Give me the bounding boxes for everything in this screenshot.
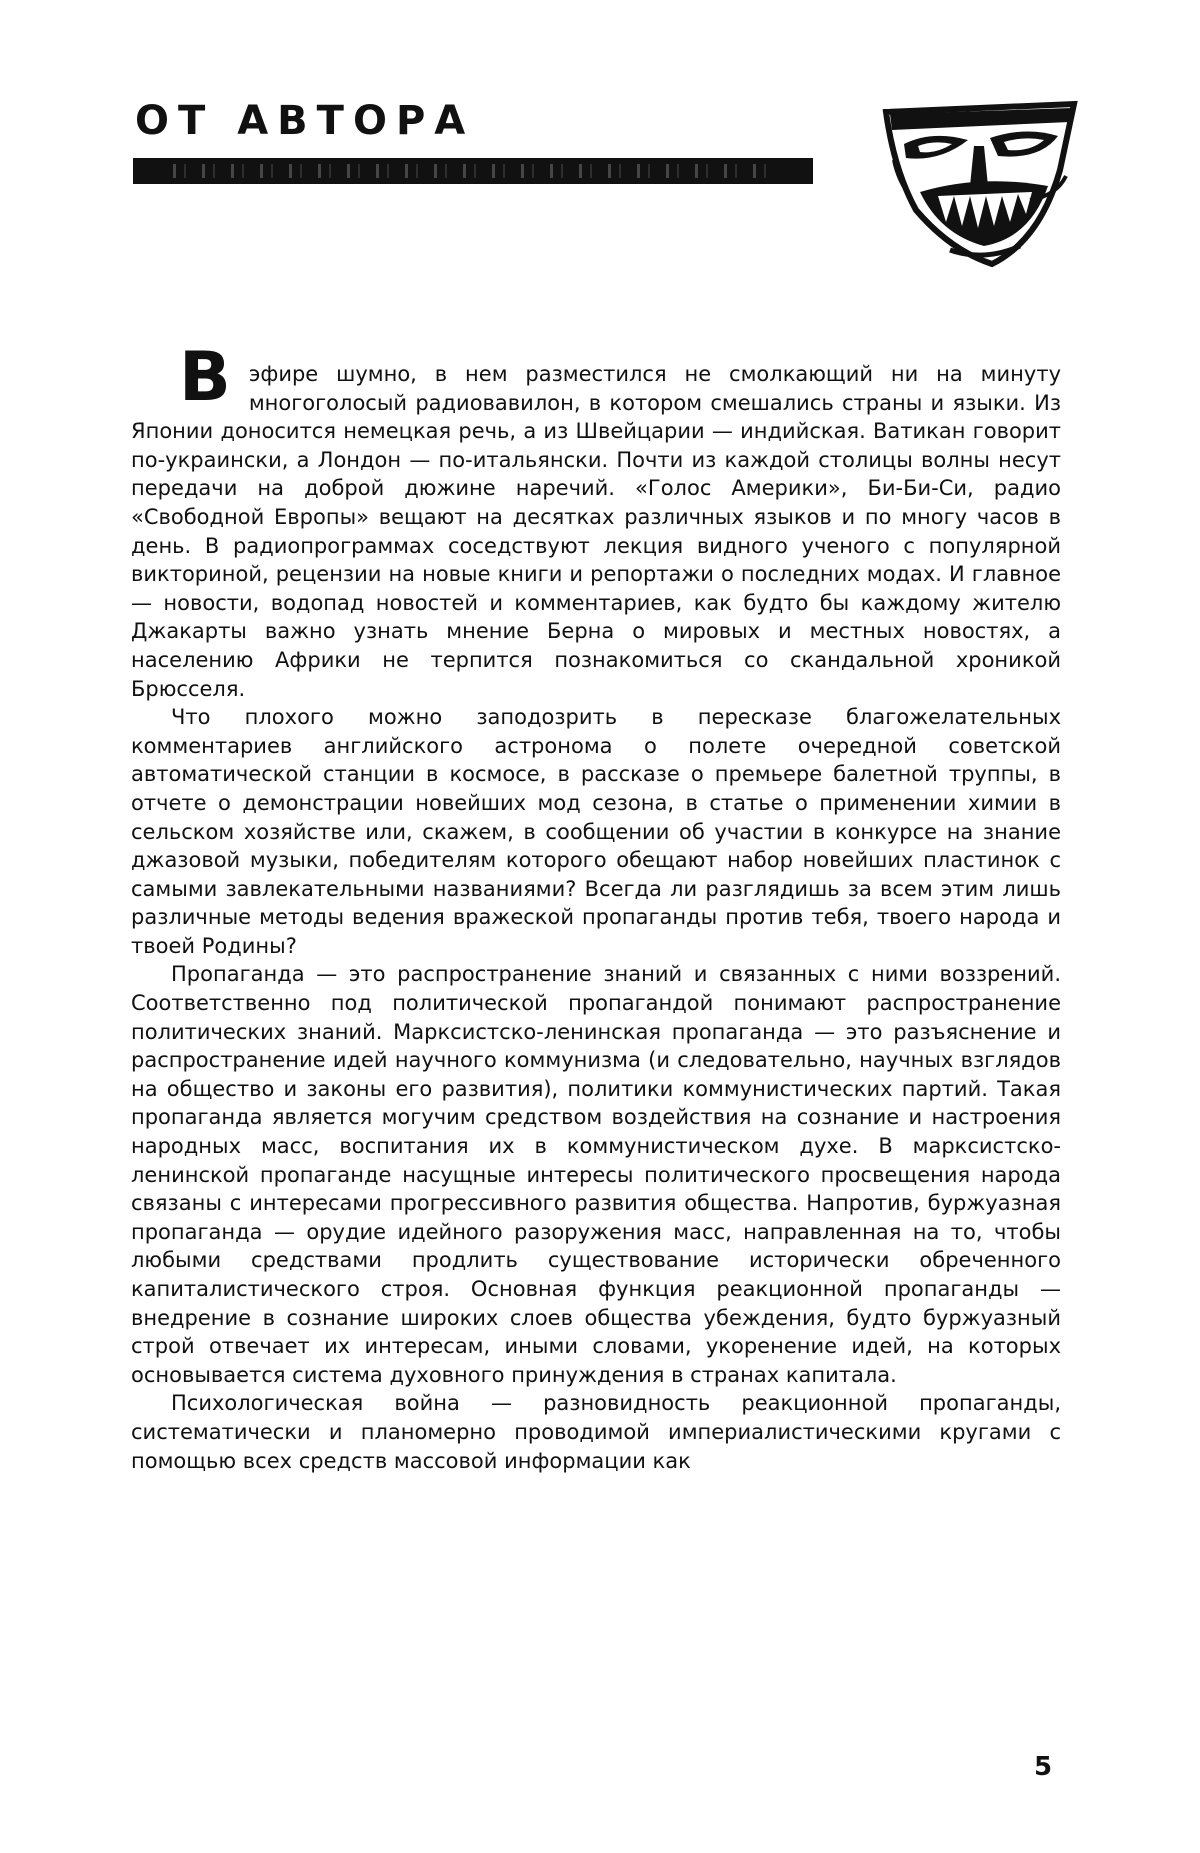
drop-cap: В [179, 338, 231, 417]
paragraph-1-text: эфире шумно, в нем разместился не смолкающий ни на минуту многоголосый радиовавилон, в котором смешались страны и языки. Из Японии доносится немецкая речь, а из Швейцарии — индийская. Ватикан говорит по-украински, а Лондон — по-итальянски. Почти из каждой столицы волны несут передачи на доброй дюжине наречий. «Голос Америки», Би-Би-Си, радио «Свободной Европы» вещают на десятках различных языков и по многу часов в день. В радиопрограммах соседствуют лекция видного ученого с популярной викториной, рецензии на новые книги и репортажи о последних модах. И главное — новости, водопад новостей и комментариев, как будто бы каждому жителю Джакарты важно узнать мнение Берна о мировых и местных новостях, а населению Африки не терпится познакомиться со скандальной хроникой Брюсселя. [131, 362, 1061, 701]
section-heading: ОТ АВТОРА [135, 98, 475, 144]
heading-rule [133, 158, 813, 184]
tribal-mask-icon [880, 100, 1080, 268]
body-text [131, 338, 1061, 1475]
paragraph-3: Пропаганда — это распространение знаний и связанных с ними воззрений. Соответственно под политической пропагандой понимают распространение политических знаний. Марксистско-ленинская пропаганда — это разъяснение и распространение идей научного коммунизма (и следовательно, научных взглядов на общество и законы его развития), политики коммунистических партий. Такая пропаганда является могучим средством воздействия на сознание и настроения народных масс, воспитания их в коммунистическом духе. В марксистско-ленинской пропаганде насущные интересы политического просвещения народа связаны с интересами прогрессивного развития общества. Напротив, буржуазная пропаганда — орудие идейного разоружения масс, направленная на то, чтобы любыми средствами продлить существование исторически обреченного капиталистического строя. Основная функция реакционной пропаганды — внедрение в сознание широких слоев общества убеждения, будто буржуазный строй отвечает их интересам, иными словами, укоренение идей, на которых основывается система духовного принуждения в странах капитала. [131, 962, 1061, 1387]
page-number: 5 [1034, 1752, 1053, 1782]
paragraph-1 [131, 338, 1061, 703]
paragraph-4: Психологическая война — разновидность реакционной пропаганды, систематически и планомерно проводимой империалистическими кругами с помощью всех средств массовой информации как [131, 1391, 1061, 1473]
paragraph-2: Что плохого можно заподозрить в пересказе благожелательных комментариев английского астронома о полете очередной советской автоматической станции в космосе, в рассказе о премьере балетной труппы, в отчете о демонстрации новейших мод сезона, в статье о применении химии в сельском хозяйстве или, скажем, в сообщении об участии в конкурсе на знание джазовой музыки, победителям которого обещают набор новейших пластинок с самыми завлекательными названиями? Всегда ли разглядишь за всем этим лишь различные методы ведения вражеской пропаганды против тебя, твоего народа и твоей Родины? [131, 705, 1061, 958]
